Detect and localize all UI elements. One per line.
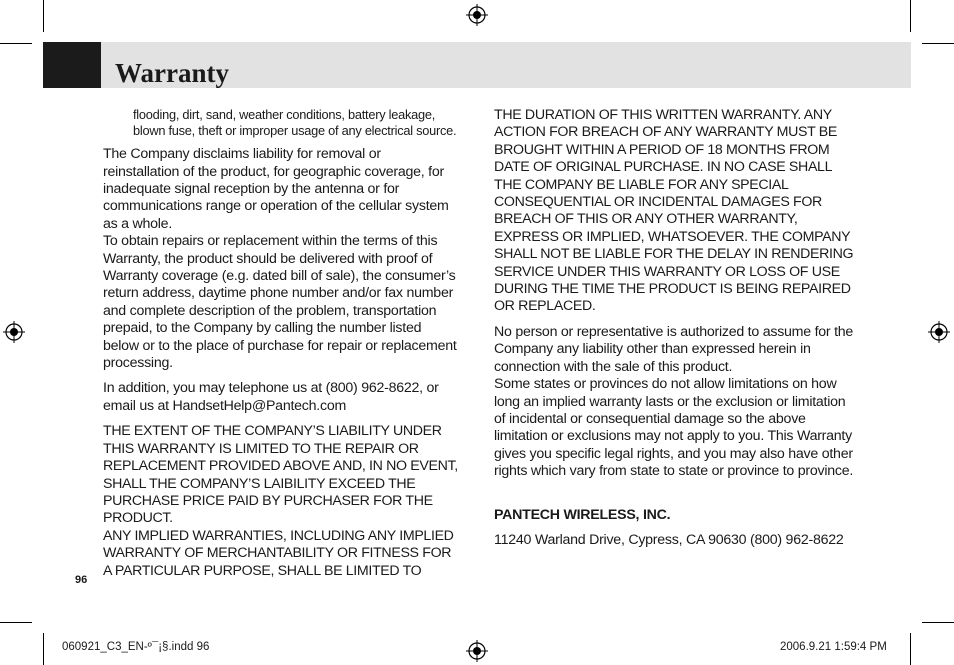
crop-mark xyxy=(922,622,954,623)
paragraph-duration: THE DURATION OF THIS WRITTEN WARRANTY. ANY ACTION FOR BREACH OF ANY WARRANTY MUST BE BROUGHT WITHIN A PERIOD OF 18 MONTHS FROM DATE OF ORIGINAL PURCHASE. IN NO CASE SHALL THE COMPANY BE LIABLE FOR ANY SPECIAL CONSEQUENTIAL OR INCIDENTAL DAMAGES FOR BREACH OF THIS OR ANY OTHER WARRANTY, EXPRESS OR IMPLIED, WHATSOEVER. THE COMPANY SHALL NOT BE LIABLE FOR THE DELAY IN RENDERING SERVICE UNDER THIS WARRANTY OR LOSS OF USE DURING THE TIME THE PRODUCT IS BEING REPAIRED OR REPLACED. xyxy=(494,107,854,315)
company-address: 11240 Warland Drive, Cypress, CA 90630 (800) 962-8622 xyxy=(494,531,844,548)
header-tab-block xyxy=(43,42,101,88)
crop-mark xyxy=(43,0,44,32)
paragraph-liability-extent: THE EXTENT OF THE COMPANY’S LIABILITY UNDER THIS WARRANTY IS LIMITED TO THE REPAIR OR REPLACEMENT PROVIDED ABOVE AND, IN NO EVENT, SHALL THE COMPANY’S LAIBILITY EXCEED THE PURCHASE PRICE PAID BY PURCHASER FOR THE PRODUCT. xyxy=(103,423,458,527)
paragraph-implied-warranties: ANY IMPLIED WARRANTIES, INCLUDING ANY IMPLIED WARRANTY OF MERCHANTABILITY OR FITNESS FOR A PARTICULAR PURPOSE, SHALL BE LIMITED TO xyxy=(103,527,454,579)
paragraph-no-person: No person or representative is authorized to assume for the Company any liability other than expressed herein in connection with the sale of this product. xyxy=(494,323,854,375)
crop-mark xyxy=(910,0,911,32)
right-column xyxy=(494,107,854,557)
registration-mark-icon xyxy=(466,640,488,662)
paragraph-states: Some states or provinces do not allow limitations on how long an implied warranty lasts or the exclusion or limitation of incidental or consequential damage so the above limitation or exclusions may not apply to you. This Warranty gives you specific legal rights, and you may also have other rights which vary from state to state or province to province. xyxy=(494,376,854,480)
paragraph-telephone: In addition, you may telephone us at (800) 962-8622, or email us at HandsetHelp@Pantech.com xyxy=(103,380,439,414)
crop-mark xyxy=(910,633,911,665)
date-slug: 2006.9.21 1:59:4 PM xyxy=(780,641,887,653)
paragraph-disclaim: The Company disclaims liability for removal or reinstallation of the product, for geographic coverage, for inadequate signal reception by the antenna or for communications range or operation of the cellular system as a whole. xyxy=(103,146,449,232)
registration-mark-icon xyxy=(928,321,950,343)
crop-mark xyxy=(0,43,32,44)
crop-mark xyxy=(0,622,32,623)
registration-mark-icon xyxy=(3,321,25,343)
crop-mark xyxy=(922,43,954,44)
page-title: Warranty xyxy=(115,58,229,88)
company-name: PANTECH WIRELESS, INC. xyxy=(494,506,671,523)
page-number: 96 xyxy=(75,574,88,586)
left-column xyxy=(103,107,459,580)
bullet-continuation: flooding, dirt, sand, weather conditions, battery leakage, blown fuse, theft or improper usage of any electrical source. xyxy=(133,107,457,138)
crop-mark xyxy=(43,633,44,665)
file-slug: 060921_C3_EN-º¯¡§.indd 96 xyxy=(62,641,210,653)
registration-mark-icon xyxy=(466,4,488,26)
paragraph-repairs: To obtain repairs or replacement within the terms of this Warranty, the product should be delivered with proof of Warranty coverage (e.g. dated bill of sale), the consumer’s return address, daytime phone number and/or fax number and complete description of the problem, transportation prepaid, to the Company by calling the number listed below or to the place of purchase for repair or replacement processing. xyxy=(103,233,457,372)
